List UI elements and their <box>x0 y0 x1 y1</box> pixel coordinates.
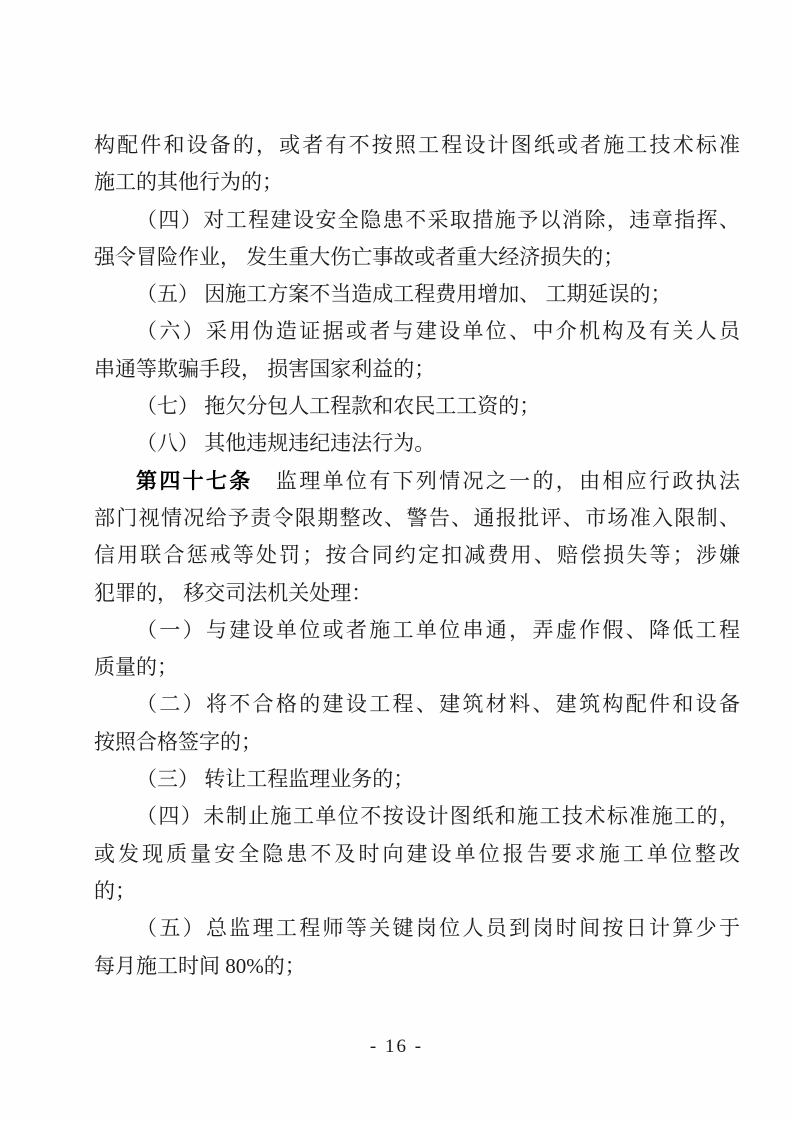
article-heading-line <box>94 463 740 500</box>
text-line: 施工的其他行为的； <box>94 170 283 195</box>
text-line: 或发现质量安全隐患不及时向建设单位报告要求施工单位整改 <box>94 841 740 866</box>
text-line: （三） 转让工程监理业务的； <box>136 767 415 792</box>
text-line: （二）将不合格的建设工程、建筑材料、建筑构配件和设备 <box>136 692 740 717</box>
text-line: 串通等欺骗手段， 损害国家利益的； <box>94 356 436 381</box>
text-line: 的； <box>94 878 136 903</box>
text-line: （四）对工程建设安全隐患不采取措施予以消除，违章指挥、 <box>136 207 740 232</box>
document-body <box>94 127 740 985</box>
text-line: 质量的； <box>94 655 178 680</box>
text-line: （五） 因施工方案不当造成工程费用增加、 工期延误的； <box>136 282 672 307</box>
page-number: - 16 - <box>369 1036 424 1057</box>
text-line: （五）总监理工程师等关键岗位人员到岗时间按日计算少于 <box>136 916 740 941</box>
text-line: 犯罪的， 移交司法机关处理： <box>94 580 373 605</box>
text-line: 按照合格签字的； <box>94 729 262 754</box>
text-line: 强令冒险作业， 发生重大伤亡事故或者重大经济损失的； <box>94 244 625 269</box>
text-line: 构配件和设备的，或者有不按照工程设计图纸或者施工技术标准 <box>94 133 740 157</box>
text-line: （七） 拖欠分包人工程款和农民工工资的； <box>136 394 541 419</box>
text-line: （八） 其他违规违纪违法行为。 <box>136 431 436 456</box>
text-line: 每月施工时间 80%的； <box>94 953 306 978</box>
text-line: （六）采用伪造证据或者与建设单位、中介机构及有关人员 <box>136 319 740 344</box>
article-number: 第四十七条 <box>136 469 253 493</box>
article-heading-text: 监理单位有下列情况之一的，由相应行政执法 <box>252 468 741 493</box>
text-line: 信用联合惩戒等处罚；按合同约定扣减费用、赔偿损失等；涉嫌 <box>94 543 740 568</box>
text-line: （四）未制止施工单位不按设计图纸和施工技术标准施工的， <box>136 804 740 829</box>
text-line: 部门视情况给予责令限期整改、警告、通报批评、市场准入限制、 <box>94 505 740 530</box>
text-line: （一）与建设单位或者施工单位串通，弄虚作假、降低工程 <box>136 617 740 642</box>
